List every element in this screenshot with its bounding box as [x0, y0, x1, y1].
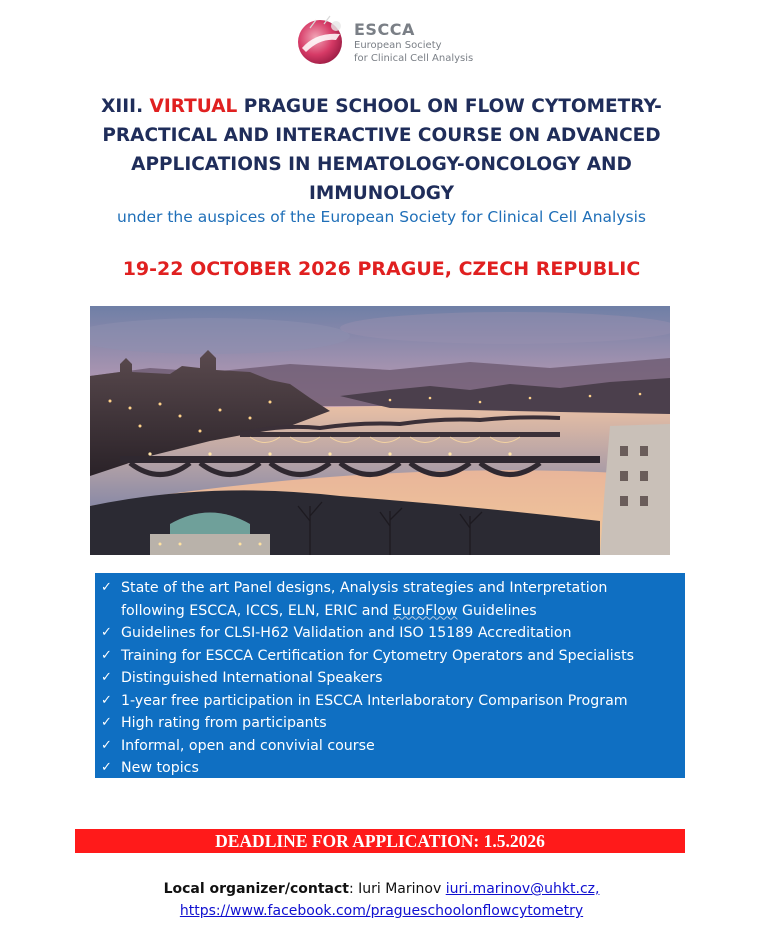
- prague-photo: [90, 306, 670, 555]
- auspices-subtitle: under the auspices of the European Society for Clinical Cell Analysis: [117, 208, 646, 226]
- contact-separator: :: [348, 881, 359, 897]
- escca-logo: [296, 14, 476, 70]
- contact-name: Iuri Marinov: [358, 881, 446, 897]
- feature-text: High rating from participants: [121, 715, 327, 731]
- feature-item: [101, 690, 679, 713]
- deadline-banner: [75, 829, 685, 853]
- deadline-text: DEADLINE FOR APPLICATION: 1.5.2026: [215, 831, 545, 851]
- title-line3: APPLICATIONS IN HEMATOLOGY-ONCOLOGY AND: [131, 154, 632, 175]
- feature-text: following ESCCA, ICCS, ELN, ERIC and: [121, 602, 393, 619]
- escca-logo-icon: [296, 14, 350, 68]
- checkmark-icon: ✓: [101, 580, 112, 595]
- checkmark-icon: ✓: [101, 737, 112, 753]
- checkmark-icon: ✓: [101, 625, 112, 640]
- feature-text: New topics: [121, 760, 199, 776]
- title-virtual-highlight: VIRTUAL: [149, 96, 238, 117]
- feature-text: 1-year free participation in ESCCA Interlaboratory Comparison Program: [121, 692, 628, 709]
- feature-text: Guidelines for CLSI-H62 Validation and ISO 15189 Accreditation: [121, 625, 572, 641]
- feature-item: [101, 757, 679, 780]
- title-line1-rest: PRAGUE SCHOOL ON FLOW CYTOMETRY-: [237, 96, 662, 117]
- feature-item: [101, 712, 679, 735]
- feature-item: [101, 667, 679, 690]
- checkmark-icon: ✓: [101, 760, 112, 775]
- title-prefix: XIII.: [101, 96, 150, 117]
- feature-text: Distinguished International Speakers: [121, 670, 383, 686]
- feature-item: [101, 645, 679, 668]
- contact-label: Local organizer/contact: [163, 881, 349, 897]
- event-dates-location: 19-22 OCTOBER 2026 PRAGUE, CZECH REPUBLIC: [122, 258, 641, 280]
- facebook-line: [40, 900, 723, 922]
- title-line1: [40, 92, 723, 121]
- feature-item: [101, 622, 679, 645]
- title-line2: PRACTICAL AND INTERACTIVE COURSE ON ADVANCED: [102, 125, 661, 146]
- feature-text: Guidelines: [457, 602, 537, 619]
- checkmark-icon: ✓: [101, 647, 112, 663]
- contact-email-link[interactable]: iuri.marinov@uhkt.cz,: [445, 881, 600, 897]
- logo-subtitle-line2: for Clinical Cell Analysis: [354, 53, 474, 64]
- checkmark-icon: ✓: [101, 715, 112, 730]
- prague-cityscape-image: [90, 306, 670, 555]
- feature-item: [101, 577, 679, 600]
- feature-text: State of the art Panel designs, Analysis strategies and Interpretation: [121, 580, 608, 596]
- facebook-link[interactable]: https://www.facebook.com/pragueschoolonflowcytometry: [179, 903, 584, 919]
- feature-text-euroflow: EuroFlow: [392, 602, 458, 619]
- checkmark-icon: ✓: [101, 670, 112, 685]
- checkmark-icon: ✓: [101, 692, 112, 708]
- feature-text: Training for ESCCA Certification for Cytometry Operators and Specialists: [121, 647, 635, 664]
- feature-item-continuation: [101, 600, 679, 623]
- course-features-box: [95, 573, 685, 778]
- contact-info: [40, 878, 723, 922]
- course-title: [40, 92, 723, 208]
- title-line4: IMMUNOLOGY: [309, 183, 454, 204]
- logo-subtitle-line1: European Society: [354, 40, 442, 51]
- contact-line: [40, 878, 723, 900]
- features-list: [101, 577, 679, 780]
- feature-item: [101, 735, 679, 758]
- logo-name: ESCCA: [354, 20, 415, 39]
- feature-text: Informal, open and convivial course: [121, 737, 375, 754]
